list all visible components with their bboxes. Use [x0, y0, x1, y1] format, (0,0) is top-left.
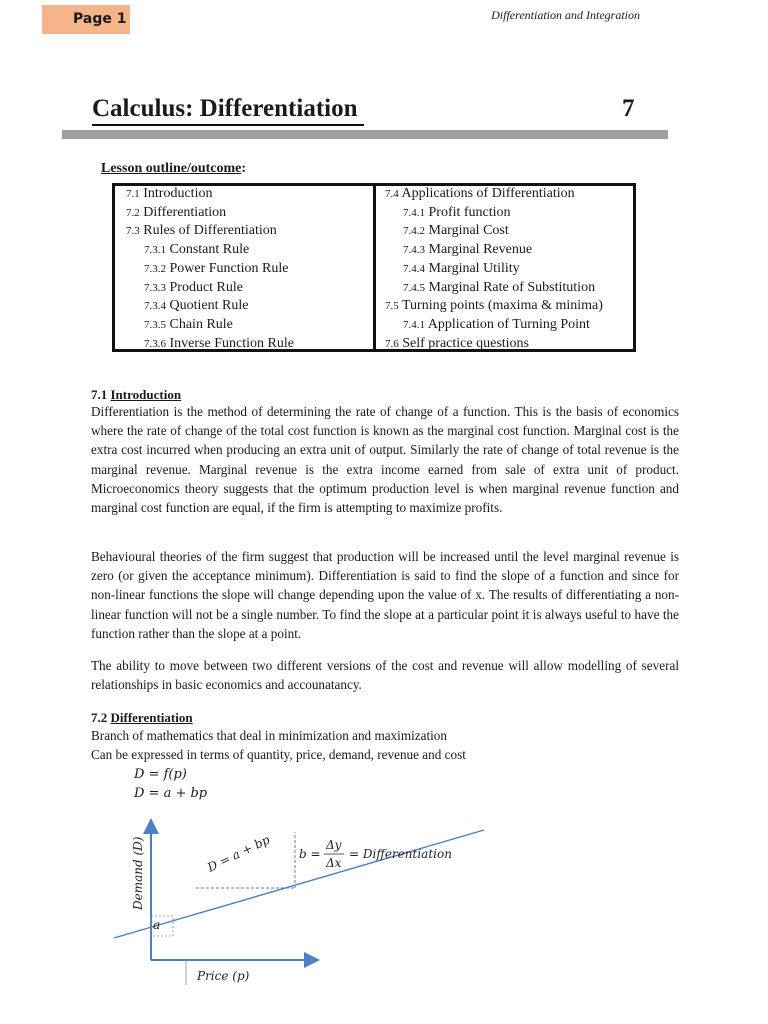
outline-item-number: 7.3.1: [144, 244, 166, 257]
outline-item-number: 7.4.1: [403, 318, 425, 331]
outline-item: [126, 204, 294, 223]
outline-item: [385, 279, 603, 298]
outline-item-number: 7.3.4: [144, 300, 166, 313]
outline-item: [126, 260, 294, 279]
outline-item-text: Application of Turning Point: [427, 316, 590, 332]
outline-item-text: Constant Rule: [169, 242, 250, 258]
outline-item-number: 7.4.2: [403, 225, 425, 238]
outline-heading-text: Lesson outline/outcome: [101, 161, 242, 176]
outline-item-text: Applications of Differentiation: [401, 186, 575, 201]
slope-denominator: Δx: [326, 856, 342, 870]
y-axis-label: Demand (D): [131, 836, 145, 910]
outline-item-number: 7.5: [385, 300, 399, 313]
outline-divider: [373, 183, 376, 352]
outline-item: [385, 185, 603, 204]
outline-item-text: Chain Rule: [169, 316, 233, 332]
outline-item: [385, 204, 603, 223]
outline-item: [126, 241, 294, 260]
outline-item: [385, 297, 603, 316]
outline-item-text: Introduction: [143, 186, 213, 201]
outline-item-number: 7.4.1: [403, 206, 425, 219]
x-axis-label: Price (p): [197, 969, 250, 983]
outline-item: [385, 222, 603, 241]
outline-item-number: 7.6: [385, 337, 399, 350]
outline-item: [385, 316, 603, 335]
section-7-1-heading: [91, 387, 181, 403]
outline-item-text: Marginal Utility: [428, 260, 520, 276]
outline-item-text: Marginal Rate of Substitution: [428, 279, 596, 295]
outline-item-text: Marginal Cost: [428, 223, 509, 239]
outline-heading-colon: :: [241, 161, 247, 176]
chapter-number: 7: [622, 95, 635, 122]
paragraph: Differentiation is the method of determining the rate of change of a function. This is the basis of economics where the rate of change of the total cost function is known as the marginal cost function. Marginal cost is the extra cost incurred when producing an extra unit of output. Similarly the rate of change of total revenue is the marginal revenue. Marginal revenue is the extra income earned from sale of extra unit of product. Microeconomics theory suggests that the optimum production level is when marginal revenue function and marginal cost function are equal, if the firm is attempting to maximize profits.: [91, 404, 679, 516]
slope-rhs: = Differentiation: [349, 847, 452, 861]
outline-item: [385, 241, 603, 260]
chapter-title: Calculus: Differentiation: [92, 94, 364, 126]
outline-item-text: Differentiation: [143, 204, 227, 220]
slope-lhs: b =: [299, 847, 321, 861]
outline-item-number: 7.4: [385, 188, 399, 200]
outline-item-text: Rules of Differentiation: [143, 223, 277, 239]
definition-line: Can be expressed in terms of quantity, price, demand, revenue and cost: [91, 747, 466, 762]
outline-item-number: 7.4.3: [403, 244, 425, 257]
outline-item-number: 7.3.3: [144, 281, 166, 294]
outline-item-text: Marginal Revenue: [428, 242, 533, 258]
outline-item: [126, 316, 294, 335]
equation: D = f(p): [134, 767, 187, 782]
outline-item-text: Product Rule: [169, 279, 243, 295]
title-rule: [62, 130, 668, 139]
slope-numerator: Δy: [326, 838, 342, 852]
outline-item-number: 7.2: [126, 206, 140, 219]
outline-item: [126, 279, 294, 298]
line-label: D = a + bp: [205, 832, 272, 875]
outline-left-column: [126, 185, 294, 353]
running-head: Differentiation and Integration: [491, 8, 640, 22]
intercept-label: a: [153, 918, 161, 932]
section-number: 7.2: [91, 710, 108, 725]
section-title: Differentiation: [110, 710, 193, 725]
page-number-tab: Page 1: [42, 5, 130, 34]
paragraph: Behavioural theories of the firm suggest that production will be increased until the level marginal revenue is zero (or given the acceptance minimum). Differentiation is said to find the slope of a function and since for non-linear functions the slope will change depending upon the value of x. The results of differentiating a non-linear function will not be a single number. To find the slope at a particular point it is always useful to have the function rather than the slope at a point.: [91, 549, 679, 641]
definition-line: Branch of mathematics that deal in minimization and maximization: [91, 728, 447, 743]
outline-item-text: Quotient Rule: [169, 298, 249, 314]
outline-item: [126, 335, 294, 354]
outline-item-text: Turning points (maxima & minima): [402, 298, 603, 314]
section-7-2-heading: [91, 710, 193, 726]
outline-right-column: [385, 185, 603, 353]
outline-item: [126, 297, 294, 316]
outline-item: [385, 335, 603, 354]
outline-item-text: Power Function Rule: [169, 260, 289, 276]
outline-item-number: 7.4.5: [403, 281, 425, 294]
outline-item-number: 7.4.4: [403, 262, 425, 275]
paragraph: The ability to move between two different versions of the cost and revenue will allow modelling of several relationships in basic economics and accounatancy.: [91, 658, 679, 693]
outline-item-number: 7.3.5: [144, 318, 166, 331]
section-number: 7.1: [91, 387, 108, 402]
demand-price-diagram: [100, 810, 490, 990]
outline-item: [126, 222, 294, 241]
outline-item-number: 7.3: [126, 225, 140, 238]
outline-item-number: 7.3.6: [144, 337, 166, 350]
equation: D = a + bp: [134, 786, 208, 801]
outline-item-text: Self practice questions: [402, 335, 529, 351]
outline-item: [385, 260, 603, 279]
outline-heading: [101, 160, 246, 178]
section-title: Introduction: [110, 387, 182, 402]
outline-item-number: 7.1: [126, 188, 140, 200]
outline-item-number: 7.3.2: [144, 262, 166, 275]
outline-item-text: Inverse Function Rule: [169, 335, 294, 351]
outline-item-text: Profit function: [428, 204, 511, 220]
outline-item: [126, 185, 294, 204]
